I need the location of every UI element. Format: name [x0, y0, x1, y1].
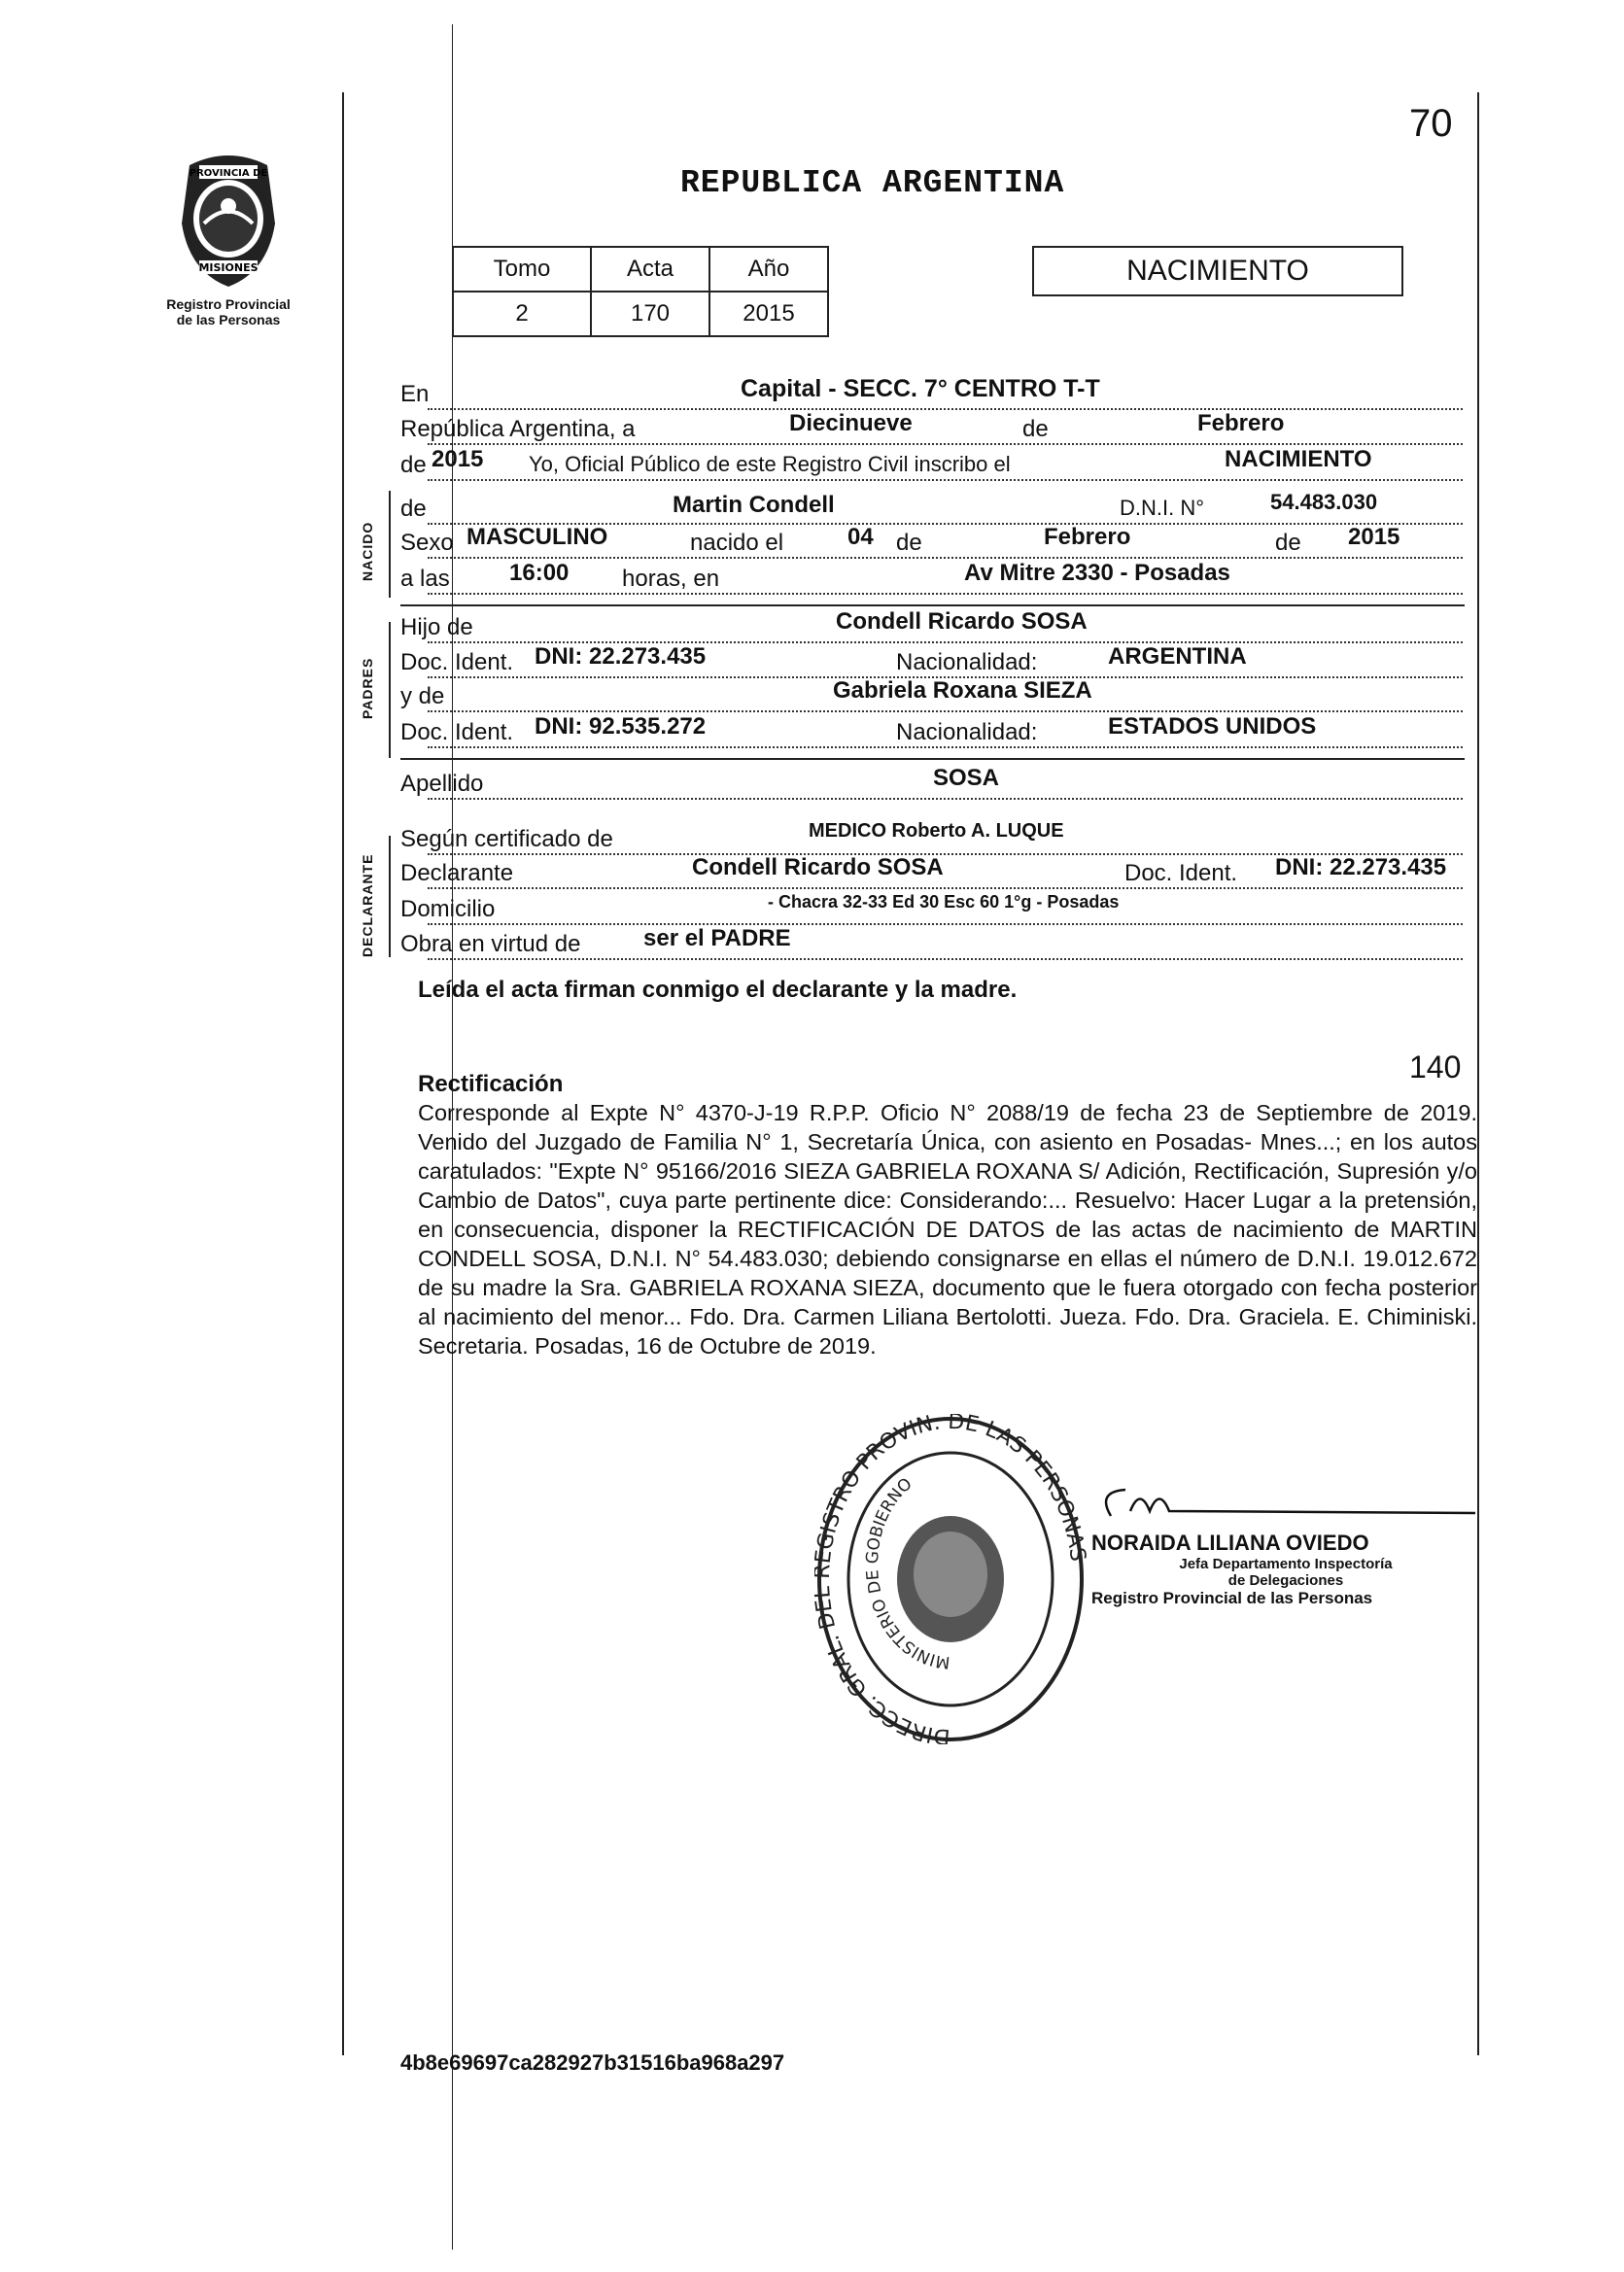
label-doc2: Doc. Ident.: [400, 719, 514, 745]
row-apellido: [400, 765, 1465, 798]
label-de: de: [1022, 416, 1049, 442]
label-yde: y de: [400, 683, 445, 709]
seal-stamp-icon: [814, 1414, 1087, 1744]
label-doc: Doc. Ident.: [400, 649, 514, 675]
label-alas: a las: [400, 566, 450, 592]
rectification-number: 140: [1409, 1050, 1462, 1084]
label-yo: Yo, Oficial Público de este Registro Civil inscribo el: [529, 452, 1011, 476]
value-nac-dia: 04: [847, 524, 874, 550]
dotted-leader: [428, 744, 1463, 748]
label-nacido: nacido el: [690, 530, 784, 556]
dotted-leader: [428, 851, 1463, 855]
anio-header: Año: [709, 247, 828, 292]
label-republica: República Argentina, a: [400, 416, 636, 442]
side-label-declarante: DECLARANTE: [360, 853, 375, 957]
acta-value: 170: [591, 292, 709, 336]
dotted-leader: [428, 796, 1463, 800]
value-declarante: Condell Ricardo SOSA: [692, 854, 944, 880]
seal-inner-text: MINISTERIO DE GOBIERNO: [862, 1474, 951, 1672]
document-title: REPUBLICA ARGENTINA: [680, 165, 1065, 201]
side-label-nacido: NACIDO: [360, 521, 375, 581]
value-madre-doc: DNI: 92.535.272: [535, 713, 707, 740]
dotted-leader: [428, 477, 1463, 481]
section-bar-padres: [389, 622, 391, 758]
row-madre-doc: [400, 713, 1465, 746]
dotted-leader: [428, 708, 1463, 712]
value-domicilio: - Chacra 32-33 Ed 30 Esc 60 1°g - Posadas: [768, 892, 1120, 912]
value-anio: 2015: [432, 446, 484, 472]
rectification-title: Rectificación: [418, 1071, 564, 1097]
value-madre: Gabriela Roxana SIEZA: [833, 677, 1092, 704]
label-de5: de: [1275, 530, 1301, 556]
label-nacionalidad: Nacionalidad:: [896, 649, 1038, 675]
crest-top-text: PROVINCIA DE: [189, 168, 268, 179]
dotted-leader: [428, 555, 1463, 559]
label-en: En: [400, 381, 430, 407]
dotted-leader: [428, 441, 1463, 445]
value-obra: ser el PADRE: [643, 925, 791, 951]
separator-nacido: [400, 604, 1465, 606]
value-dni: 54.483.030: [1270, 490, 1378, 514]
row-declarante: [400, 854, 1465, 887]
side-label-padres: PADRES: [360, 657, 375, 719]
row-en: [400, 375, 1465, 408]
dotted-leader: [428, 639, 1463, 643]
seal-outer-text: DIRECC. GRAL. D GISTRO PROVIN. DE LAS PERSONA: [814, 1414, 1087, 1744]
dotted-leader: [428, 674, 1463, 678]
value-segun: MEDICO Roberto A. LUQUE: [809, 820, 1064, 842]
logo-caption-1: Registro Provincial: [166, 296, 291, 312]
registry-logo: [146, 146, 311, 327]
dotted-leader: [428, 406, 1463, 410]
left-margin-line: [342, 92, 344, 2055]
row-republica: [400, 410, 1465, 443]
tomo-header: Tomo: [453, 247, 591, 292]
signatory-title-3: Registro Provincial de las Personas: [1091, 1589, 1373, 1607]
row-sexo: [400, 524, 1465, 557]
row-madre: [400, 677, 1465, 710]
anio-value: 2015: [709, 292, 828, 336]
signature-block: [1091, 1482, 1480, 1608]
value-apellido: SOSA: [933, 765, 1000, 791]
row-nombre: [400, 490, 1465, 523]
record-type-box: NACIMIENTO: [1032, 246, 1403, 296]
dotted-leader: [428, 956, 1463, 960]
label-doc3: Doc. Ident.: [1124, 860, 1238, 886]
value-padre-doc: DNI: 22.273.435: [535, 643, 707, 670]
label-domicilio: Domicilio: [400, 896, 496, 922]
value-inscribo: NACIMIENTO: [1225, 446, 1372, 472]
label-segun: Según certificado de: [400, 826, 613, 852]
row-segun: [400, 820, 1465, 853]
value-madre-nac: ESTADOS UNIDOS: [1108, 713, 1317, 740]
value-lugar: Av Mitre 2330 - Posadas: [964, 560, 1230, 586]
row-inscribo: [400, 446, 1465, 479]
label-de4: de: [896, 530, 922, 556]
value-padre-nac: ARGENTINA: [1108, 643, 1247, 670]
dotted-leader: [428, 521, 1463, 525]
signature-scribble-icon: [1091, 1482, 1480, 1526]
section-bar-nacido: [389, 491, 391, 598]
dotted-leader: [428, 921, 1463, 925]
value-nac-mes: Febrero: [1044, 524, 1131, 550]
label-de3: de: [400, 496, 427, 522]
row-hijo: [400, 608, 1465, 641]
province-crest-icon: [160, 146, 296, 292]
row-obra: [400, 925, 1465, 958]
label-declarante: Declarante: [400, 860, 514, 886]
logo-caption-2: de las Personas: [176, 312, 281, 327]
acta-header: Acta: [591, 247, 709, 292]
signatory-title-1: Jefa Departamento Inspectoría: [1179, 1556, 1393, 1572]
signing-statement: Leída el acta firman conmigo el declarante y la madre.: [418, 977, 1018, 1003]
crest-bottom-text: MISIONES: [198, 261, 259, 274]
dotted-leader: [428, 591, 1463, 595]
label-apellido: Apellido: [400, 771, 484, 797]
signatory-title-2: de Delegaciones: [1227, 1572, 1344, 1589]
label-obra: Obra en virtud de: [400, 931, 581, 957]
row-hora: [400, 560, 1465, 593]
value-sexo: MASCULINO: [466, 524, 608, 550]
document-hash: 4b8e69697ca282927b31516ba968a297: [400, 2050, 785, 2075]
value-padre: Condell Ricardo SOSA: [836, 608, 1088, 635]
page-number: 70: [1409, 102, 1453, 145]
value-en: Capital - SECC. 7° CENTRO T-T: [741, 375, 1100, 402]
value-dia: Diecinueve: [789, 410, 913, 436]
right-margin-line: [1477, 92, 1479, 2055]
tomo-value: 2: [453, 292, 591, 336]
label-horas-en: horas, en: [622, 566, 720, 592]
label-nacionalidad2: Nacionalidad:: [896, 719, 1038, 745]
label-sexo: Sexo: [400, 530, 454, 556]
label-hijo: Hijo de: [400, 614, 473, 640]
official-seal: [814, 1414, 1087, 1744]
signatory-name: NORAIDA LILIANA OVIEDO: [1091, 1531, 1369, 1555]
dotted-leader: [428, 885, 1463, 889]
label-de2: de: [400, 452, 427, 478]
rectification-body: Corresponde al Expte N° 4370-J-19 R.P.P. Oficio N° 2088/19 de fecha 23 de Septiembre de 2019. Venido del Juzgado de Familia N° 1, Secretaría Única, con asiento en Posadas- Mnes...; en los autos caratulados: "Expte N° 95166/2016 SIEZA GABRIELA ROXANA S/ Adición, Rectificación, Supresión y/o Cambio de Datos", cuya parte pertinente dice: Considerando:... Resuelvo: Hacer Lugar a la pretensión, en consecuencia, disponer la RECTIFICACIÓN DE DATOS de las actas de nacimiento de MARTIN CONDELL SOSA, D.N.I. N° 54.483.030; debiendo consignarse en ellas el número de D.N.I. 19.012.672 de su madre la Sra. GABRIELA ROXANA SIEZA, documento que le fuera otorgado con fecha posterior al nacimiento del menor... Fdo. Dra. Carmen Liliana Bertolotti. Jueza. Fdo. Dra. Graciela. E. Chiminiski. Secretaria. Posadas, 16 de Octubre de 2019.: [418, 1100, 1477, 1359]
value-nombre: Martin Condell: [673, 492, 835, 518]
value-nac-anio: 2015: [1348, 524, 1400, 550]
label-dni: D.N.I. N°: [1120, 496, 1205, 520]
row-domicilio: [400, 892, 1465, 923]
value-mes: Febrero: [1197, 410, 1285, 436]
section-bar-declarante: [389, 836, 391, 957]
value-hora: 16:00: [509, 560, 570, 586]
separator-padres: [400, 758, 1465, 760]
value-declarante-doc: DNI: 22.273.435: [1275, 854, 1447, 880]
tomo-acta-anio-table: [452, 246, 829, 337]
row-padre-doc: [400, 643, 1465, 676]
